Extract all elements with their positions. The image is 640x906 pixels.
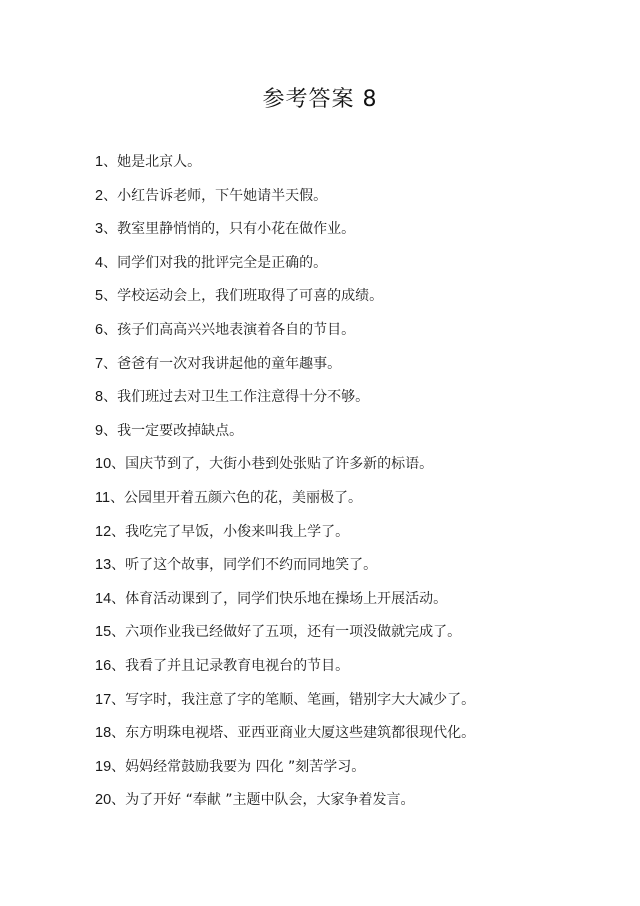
answer-text: 、教室里静悄悄的，只有小花在做作业。 [103,221,356,238]
answer-number: 2 [95,187,104,204]
answer-text: 、听了这个故事，同学们不约而同地笑了。 [111,557,378,574]
answer-number: 3 [95,221,104,238]
answer-item [95,284,475,318]
answer-number: 7 [95,355,104,372]
answer-item [95,486,475,520]
answer-text: 、写字时，我注意了字的笔顺、笔画，错别字大大减少了。 [111,691,476,708]
answer-text: 、我吃完了早饭，小俊来叫我上学了。 [111,523,350,540]
answer-item [95,352,475,386]
answer-item [95,520,475,554]
answer-item [95,654,475,688]
answer-item [95,620,475,654]
answer-number: 14 [95,590,112,607]
answer-number: 1 [95,154,104,170]
page-title: 参考答案 8 [262,87,378,112]
answer-number: 5 [95,288,104,305]
answer-text: 、学校运动会上，我们班取得了可喜的成绩。 [103,288,384,305]
answer-text: 、小红告诉老师，下午她请半天假。 [103,187,328,204]
answer-text: 、六项作业我已经做好了五项，还有一项没做就完成了。 [111,624,462,641]
answer-item [95,251,475,285]
answer-text: 、爸爸有一次对我讲起他的童年趣事。 [103,355,342,372]
answer-item [95,755,475,789]
answer-text: 、国庆节到了，大街小巷到处张贴了许多新的标语。 [111,456,434,473]
answer-item [95,721,475,755]
answer-text: 、妈妈经常鼓励我要为 四化 ”刻苦学习。 [111,758,366,775]
answer-item [95,318,475,352]
answer-text: 、同学们对我的批评完全是正确的。 [103,254,328,271]
answer-number: 18 [95,725,112,742]
answer-text: 、公园里开着五颜六色的花，美丽极了。 [110,489,363,506]
answer-number: 19 [95,758,112,775]
answer-item [95,452,475,486]
answer-number: 8 [95,389,104,406]
answer-item [95,150,475,184]
answer-number: 15 [95,624,112,641]
answer-number: 4 [95,254,104,271]
answer-text: 、为了开好 “奉献 ”主题中队会，大家争着发言。 [111,792,415,809]
answer-number: 9 [95,422,104,439]
answer-number: 16 [95,657,112,674]
answer-number: 11 [95,489,111,506]
answer-number: 12 [95,523,112,540]
answer-item [95,587,475,621]
answer-text: 、我一定要改掉缺点。 [103,422,244,439]
answer-text: 、我看了并且记录教育电视台的节目。 [111,657,350,674]
answer-text: 、我们班过去对卫生工作注意得十分不够。 [103,389,370,406]
answer-item [95,385,475,419]
answer-text: 、体育活动课到了，同学们快乐地在操场上开展活动。 [111,590,448,607]
answer-item [95,553,475,587]
answer-number: 6 [95,321,104,338]
answer-list [95,150,475,822]
answer-text: 、东方明珠电视塔、亚西亚商业大厦这些建筑都很现代化。 [111,725,476,742]
answer-item [95,184,475,218]
answer-item [95,788,475,822]
answer-number: 20 [95,792,112,809]
answer-number: 13 [95,557,112,574]
answer-text: 、孩子们高高兴兴地表演着各自的节目。 [103,321,356,338]
answer-number: 10 [95,456,112,473]
answer-item [95,217,475,251]
answer-number: 17 [95,691,112,708]
answer-item [95,688,475,722]
answer-item [95,419,475,453]
answer-text: 、她是北京人。 [103,154,202,170]
